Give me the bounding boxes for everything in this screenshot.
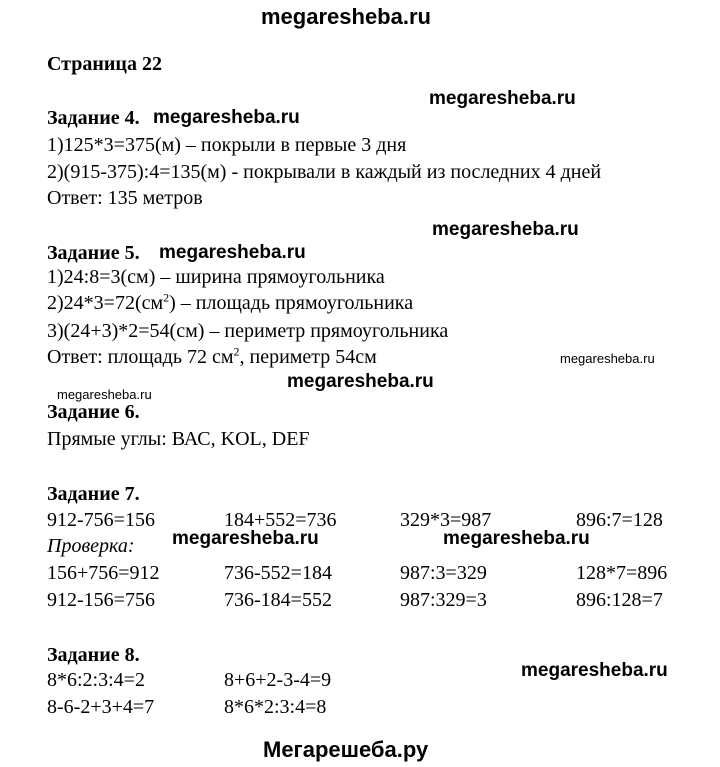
- watermark-small-4: megaresheba.ru: [560, 351, 655, 366]
- watermark-small-6: megaresheba.ru: [57, 387, 152, 402]
- task7-row3-col4: 896:128=7: [576, 589, 663, 611]
- task8-row2-col1: 8-6-2+3+4=7: [47, 696, 155, 718]
- watermark-2: megaresheba.ru: [429, 88, 576, 109]
- task8-row1-col2: 8+6+2-3-4=9: [224, 669, 332, 691]
- task7-row2-col1: 156+756=912: [47, 562, 160, 584]
- watermark-top: megaresheba.ru: [261, 4, 431, 29]
- task8-heading: Задание 8.: [47, 644, 140, 666]
- task4-line2: 2)(915-375):4=135(м) - покрывали в каждый из последних 4 дней: [47, 161, 602, 183]
- watermark-7: megaresheba.ru: [287, 371, 434, 392]
- task7-row2-col3: 987:3=329: [400, 562, 487, 584]
- task6-heading: Задание 6.: [47, 401, 140, 423]
- task5-answer: Ответ: площадь 72 $см^2$, периметр 54см: [47, 344, 377, 368]
- task4-answer: Ответ: 135 метров: [47, 187, 203, 209]
- task8-row1-col1: 8*6:2:3:4=2: [47, 669, 145, 691]
- task8-row2-col2: 8*6*2:3:4=8: [224, 696, 327, 718]
- task7-heading: Задание 7.: [47, 483, 140, 505]
- task7-row1-col3: 329*3=987: [400, 509, 492, 531]
- task7-row3-col1: 912-156=756: [47, 589, 155, 611]
- task5-line3: 3)(24+3)*2=54(см) – периметр прямоугольника: [47, 320, 449, 342]
- task5-line2: $2)24*3=72(см^2)$ – площадь прямоугольника: [47, 290, 414, 314]
- task7-row1-col1: 912-756=156: [47, 509, 155, 531]
- task5-line1: 1)24:8=3(см) – ширина прямоугольника: [47, 266, 385, 288]
- watermark-10: megaresheba.ru: [521, 660, 668, 681]
- watermark-8: megaresheba.ru: [172, 528, 319, 549]
- page-title: Страница 22: [47, 53, 162, 75]
- task7-check-label: Проверка:: [47, 535, 135, 557]
- watermark-inline-1: megaresheba.ru: [153, 107, 300, 128]
- task7-row3-col3: 987:329=3: [400, 589, 487, 611]
- task7-row1-col2: 184+552=736: [224, 509, 337, 531]
- task5-heading: Задание 5.: [47, 242, 140, 264]
- task4-heading: Задание 4.: [47, 107, 140, 129]
- watermark-bottom: Мегарешеба.ру: [263, 737, 429, 762]
- watermark-9: megaresheba.ru: [443, 528, 590, 549]
- task7-row2-col4: 128*7=896: [576, 562, 668, 584]
- watermark-inline-3: megaresheba.ru: [159, 242, 306, 263]
- watermark-5: megaresheba.ru: [432, 219, 579, 240]
- task7-row3-col2: 736-184=552: [224, 589, 332, 611]
- task6-line1: Прямые углы: ВАС, KOL, DEF: [47, 428, 310, 450]
- task7-row1-col4: 896:7=128: [576, 509, 663, 531]
- task4-line1: 1)125*3=375(м) – покрыли в первые 3 дня: [47, 134, 407, 156]
- task7-row2-col2: 736-552=184: [224, 562, 332, 584]
